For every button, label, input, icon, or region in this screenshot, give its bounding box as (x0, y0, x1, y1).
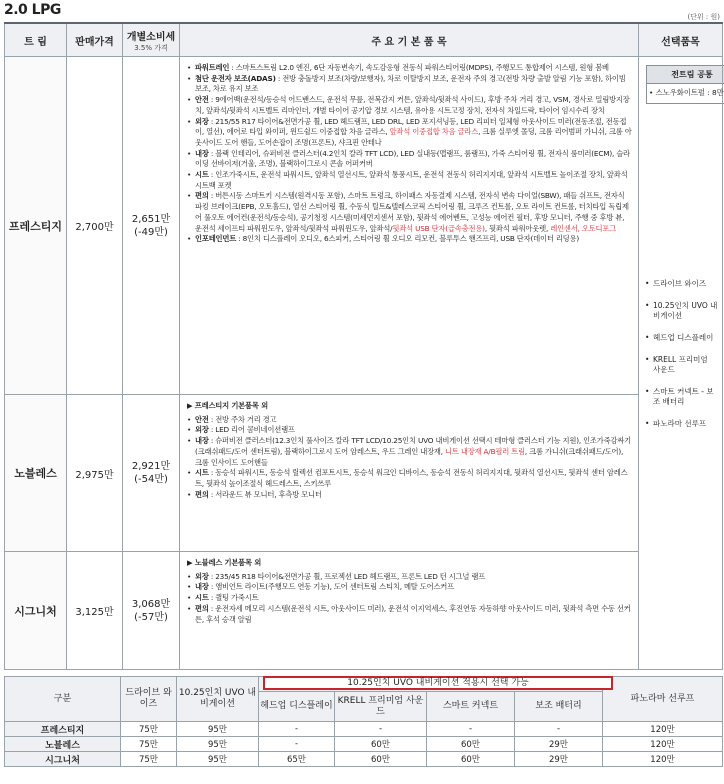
option-price-cell: 95만 (177, 722, 259, 737)
option-price-cell: 120만 (603, 752, 723, 767)
feature-text: : 운전자세 메모리 시스템(운전석 시트, 아웃사이드 미러), 운전석 이지억세스, 후진연동 자동하향 아웃사이드 미러, 뒷좌석 측면 수동 선커튼, 후석 승객 알림 (195, 603, 631, 624)
feature-label: 내장 (195, 436, 209, 446)
option-price-cell: 95만 (177, 752, 259, 767)
feature-text: : 스마트스트림 L2.0 엔진, 6단 자동변속기, 속도감응형 전동식 파워스티어링(MDPS), 주행모드 통합제어 시스템, 원형 봄베 (229, 63, 609, 72)
option-price-cell: 60만 (427, 752, 515, 767)
price-table (4, 22, 723, 670)
feature-section (187, 582, 632, 593)
feature-section (187, 170, 632, 191)
feature-text: : LED 리어 콤비네이션램프 (208, 425, 295, 435)
feature-label: 첨단 운전자 보조(ADAS) (195, 73, 276, 83)
unit-label: (단위 : 원) (687, 13, 720, 21)
prev-trim-note: ▶ 프레스티지 기본품목 외 (187, 401, 268, 410)
feature-label: 편의 (195, 489, 209, 499)
common-option-title: 전트림 공통 (647, 66, 724, 84)
prev-trim-note: ▶ 노블레스 기본품목 외 (187, 558, 262, 567)
option-price-cell: 75만 (121, 752, 177, 767)
option-header-uvo: 10.25인치 UVO 내비게이션 (177, 677, 259, 722)
option-header-drive: 드라이브 와이즈 (121, 677, 177, 722)
feature-text: : 버튼시동 스마트키 시스템(원격시동 포함), 스마트 트렁크, 하이패스 자동결제 시스템, 전자식 변속 다이얼(SBW), 패들 쉬프트, 전자식 파킹 브레이크(EPB, 오토홀드), 열선 스티어링 휠, 수동식 틸트&텔레스코픽 스티어링 휠, 크루즈 컨트롤, 오토 라이트 컨트롤, 터치타입 독립제어 풀오토 에어컨(운전석/동승석), 공기청정 시스템(미세먼지센서 포함), 뒷좌석 에어벤트, 고성능 에어컨 필터, 후방 모니터, 주행 중 후방 뷰, 운전석 세이프티 파워윈도우, 앞좌석/뒷좌석 파워윈도우, 앞좌석/ (195, 191, 629, 233)
feature-text: : 9에어백(운전석/동승석 어드밴스드, 운전석 무릎, 전복감지 커튼, 앞좌석/뒷좌석 사이드), 후방 주차 거리 경고, VSM, 경사로 밀림방지장치, 앞좌석/뒷좌석 시트벨트 리마인더, 개별 타이어 공기압 경보 시스템, 유아용 시트고정 장치, 전자식 차일드락, 타이어 임시수리 장치 (195, 95, 630, 115)
feature-label: 내장 (195, 148, 209, 158)
option-price-cell: 60만 (427, 737, 515, 752)
feature-text: : 전방 충돌방지 보조(차량/보행자), 차로 이탈방지 보조, 운전자 주의 경고(전방 차량 출발 알림 기능 포함), 하이빔 보조, 차로 유지 보조 (195, 73, 626, 94)
option-price-cell: - (427, 722, 515, 737)
feature-text: , 뒷좌석 파워아웃렛, (484, 223, 551, 233)
option-header-panorama: 파노라마 선루프 (603, 677, 723, 722)
features-signature (180, 552, 639, 670)
feature-text: 레인센서, 오토디포그 (550, 223, 617, 233)
trim-tax-price (123, 552, 180, 670)
feature-section (187, 572, 632, 583)
option-price-cell: 95만 (177, 737, 259, 752)
common-option-box (646, 65, 724, 104)
option-header-gubun: 구분 (5, 677, 121, 722)
feature-label: 안전 (195, 95, 209, 105)
option-price-cell: 65만 (259, 752, 335, 767)
feature-text: : 슈퍼비전 클러스터(12.3인치 풀사이즈 칼라 TFT LCD/10.25인치 UVO 내비게이션 선택시 테마형 클러스터 기능 지원), 인조가죽감싸기(크래쉬패드/도어 센터트림), 블랙하이그로시 도어 암레스트, 우드 그레인 내장재, (195, 436, 632, 456)
option-row-trim: 프레스티지 (5, 722, 121, 737)
trim-name: 프레스티지 (5, 57, 67, 395)
header-tax (123, 23, 180, 57)
header-trim: 트 림 (5, 23, 67, 57)
feature-section (187, 149, 632, 170)
feature-text: : 앰비언트 라이트(주행모드 연동 기능), 도어 센터트림 스티치, 메탈 도어스커프 (208, 582, 454, 592)
options-column (639, 57, 723, 670)
option-item: • 10.25인치 UVO 내비게이션 (645, 301, 723, 321)
option-item: • 파노라마 선루프 (645, 419, 718, 429)
option-list (645, 279, 718, 429)
trim-row-prestige (5, 57, 723, 395)
feature-section (187, 425, 632, 436)
feature-text: 뒷좌석 USB 단자(급속충전용) (392, 223, 485, 233)
feature-text: : 235/45 R18 타이어&전면가공 휠, 프로젝션 LED 헤드램프, 프론트 LED 턴 시그널 램프 (208, 571, 486, 581)
tax-price: 3,068만 (131, 598, 171, 610)
feature-section (187, 436, 632, 468)
feature-label: 인포테인먼트 (195, 234, 237, 244)
trim-price: 3,125만 (67, 552, 123, 670)
feature-text: , 크롬 가니쉬(크래쉬패드/도어), 크롬 인사이드 도어핸들 (195, 446, 624, 467)
feature-text: 니트 내장재 A/B필러 트림 (445, 446, 525, 456)
option-price-cell: 75만 (121, 737, 177, 752)
tax-diff: (-49만) (134, 226, 168, 238)
feature-label: 시트 (195, 170, 209, 180)
feature-section (187, 95, 632, 116)
tax-diff: (-54만) (134, 474, 168, 485)
option-row-trim: 노블레스 (5, 737, 121, 752)
feature-section (187, 593, 632, 604)
feature-label: 시트 (195, 468, 209, 478)
option-price-cell: 75만 (121, 722, 177, 737)
feature-text: : 8인치 디스플레이 오디오, 6스피커, 스티어링 휠 오디오 리모컨, 블루투스 핸즈프리, USB 단자(데이터 리딩용) (236, 234, 580, 244)
feature-label: 외장 (195, 571, 209, 581)
feature-section (187, 468, 632, 489)
feature-label: 외장 (195, 425, 209, 435)
option-header-battery: 보조 배터리 (515, 692, 603, 722)
option-header-hud: 헤드업 디스플레이 (259, 692, 335, 722)
feature-label: 편의 (195, 603, 209, 613)
option-row-trim: 시그니처 (5, 752, 121, 767)
features-noblesse (180, 395, 639, 552)
feature-label: 내장 (195, 582, 209, 592)
tax-price: 2,651만 (131, 213, 171, 225)
feature-section (187, 191, 632, 234)
option-table-body (5, 722, 723, 767)
trim-name: 시그니처 (5, 552, 67, 670)
feature-text: 앞좌석 이중접합 차음 글라스 (389, 127, 479, 137)
option-item: • 헤드업 디스플레이 (645, 333, 718, 343)
option-price-cell: 29만 (515, 737, 603, 752)
feature-section (187, 234, 632, 245)
option-price-cell: 29만 (515, 752, 603, 767)
tax-price: 2,921만 (131, 461, 171, 472)
feature-section (187, 415, 632, 426)
option-item: • 스마트 커넥트 - 보조 배터리 (645, 387, 719, 407)
header-tax-label: 개별소비세 (126, 31, 176, 43)
feature-text: : 인조가죽시트, 운전석 파워시트, 앞좌석 열선시트, 앞좌석 통풍시트, 운전석 전동식 허리지지대, 앞좌석 시트벨트 높이조절 장치, 앞좌석 시트백 포켓 (195, 170, 628, 190)
feature-label: 시트 (195, 593, 209, 603)
option-row (5, 722, 723, 737)
trim-name: 노블레스 (5, 395, 67, 552)
feature-text: : 서라운드 뷰 모니터, 후측방 모니터 (208, 489, 322, 499)
header-tax-sub: 3.5% 가격 (134, 43, 168, 52)
option-price-cell: 60만 (335, 752, 427, 767)
feature-text: , 크롬 실루엣 몰딩, 크롬 리어범퍼 가니쉬, 크롬 아웃사이드 도어 핸들, 도어손잡이 조명(프론트), 샤크핀 안테나 (195, 127, 632, 147)
feature-section (187, 490, 632, 501)
option-header-smart: 스마트 커넥트 (427, 692, 515, 722)
header-row (5, 23, 723, 57)
trim-row-signature (5, 552, 723, 670)
feature-section (187, 74, 632, 95)
features-prestige (180, 57, 639, 395)
feature-text: : 퀼팅 가죽시트 (208, 593, 259, 603)
trim-price: 2,975만 (67, 395, 123, 552)
trim-row-noblesse (5, 395, 723, 552)
option-price-cell: 60만 (335, 737, 427, 752)
option-price-cell: - (335, 722, 427, 737)
feature-text: : 215/55 R17 타이어&전면가공 휠, LED 헤드램프, LED DRL, LED 포지셔닝등, LED 리피터 일체형 아웃사이드 미러(전동조절, 전동접이, 열선), 에어로 타입 와이퍼, 윈드쉴드 이중접합 차음 글라스, (195, 116, 627, 137)
common-option-item: • 스노우화이트펄 : 8만 (649, 88, 724, 97)
header-options: 선택품목 (639, 23, 723, 57)
feature-label: 편의 (195, 191, 209, 201)
option-price-cell: 120만 (603, 722, 723, 737)
header-price: 판매가격 (67, 23, 123, 57)
option-item: • KRELL 프리미엄 사운드 (645, 355, 713, 375)
feature-text: : 전방 주차 거리 경고 (208, 414, 277, 424)
option-item: • 드라이브 와이즈 (645, 279, 718, 289)
feature-label: 외장 (195, 116, 209, 126)
feature-section (187, 117, 632, 149)
option-price-cell: 120만 (603, 737, 723, 752)
option-header-krell: KRELL 프리미엄 사운드 (335, 692, 427, 722)
feature-text: : 동승석 파워시트, 동승석 릴렉션 컴포트시트, 동승석 워크인 디바이스, 동승석 전동식 허리지지대, 뒷좌석 열선시트, 뒷좌석 센터 암레스트, 뒷좌석 높이조절식 헤드레스트, 스키쓰루 (195, 468, 628, 488)
page-title: 2.0 LPG (4, 2, 61, 18)
option-price-cell: - (515, 722, 603, 737)
tax-diff: (-57만) (134, 611, 168, 623)
feature-label: 안전 (195, 414, 209, 424)
trim-tax-price (123, 395, 180, 552)
option-price-cell: - (259, 722, 335, 737)
trim-tax-price (123, 57, 180, 395)
feature-label: 파워트레인 (195, 63, 230, 72)
trim-price: 2,700만 (67, 57, 123, 395)
option-row (5, 752, 723, 767)
feature-section (187, 604, 632, 625)
feature-section (187, 63, 632, 74)
header-features: 주 요 기 본 품 목 (180, 23, 639, 57)
feature-text: : 블랙 인테리어, 슈퍼비전 클러스터(4.2인치 칼라 TFT LCD), LED 실내등(맵램프, 룸램프), 가죽 스티어링 휠, 전자식 룸미러(ECM), 슬라이딩 선바이저(거울, 조명), 블랙하이그로시 콘솔 어퍼커버 (195, 148, 630, 169)
option-row (5, 737, 723, 752)
selection-note: 10.25인치 UVO 내비게이션 적용시 선택 가능 (263, 676, 613, 690)
option-price-cell: - (259, 737, 335, 752)
